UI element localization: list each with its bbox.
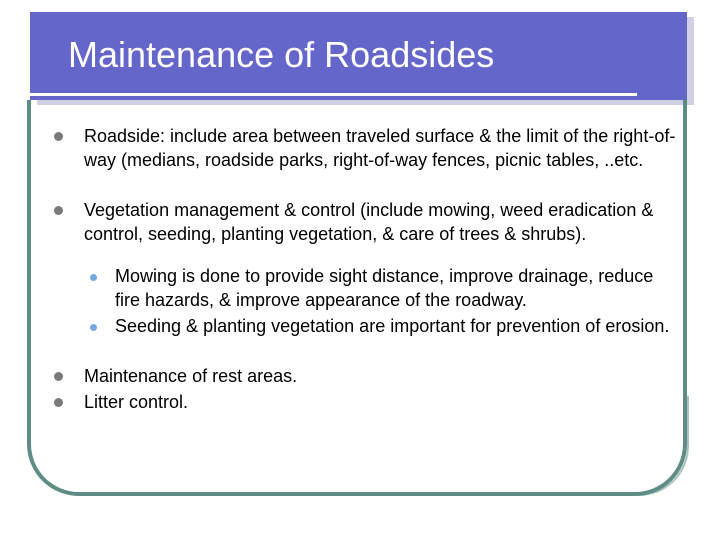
bullet-text: Roadside: include area between traveled surface & the limit of the right-of-way (medians, roadside parks, right-of-way fences, picnic tables, ..etc. (84, 126, 676, 170)
bullet-text: Litter control. (84, 392, 189, 412)
bullet-dot-icon (54, 398, 63, 407)
sub-bullet-dot-icon (90, 324, 97, 331)
sub-bullet-dot-icon (90, 274, 97, 281)
sub-bullet-item (115, 315, 675, 339)
bullet-dot-icon (54, 372, 63, 381)
bullet-item (84, 125, 684, 172)
bullet-item (84, 365, 684, 389)
title-underline (30, 93, 637, 96)
bullet-text: Vegetation management & control (include mowing, weed eradication & control, seeding, planting vegetation, & care of trees & shrubs). (84, 200, 654, 244)
sub-bullet-text: Mowing is done to provide sight distance, improve drainage, reduce fire hazards, & improve appearance of the roadway. (115, 266, 654, 310)
bullet-text: Maintenance of rest areas. (84, 366, 298, 386)
bullet-dot-icon (54, 206, 63, 215)
bullet-dot-icon (54, 132, 63, 141)
bullet-item (84, 391, 684, 415)
slide-title: Maintenance of Roadsides (68, 34, 495, 75)
sub-bullet-text: Seeding & planting vegetation are important for prevention of erosion. (115, 316, 670, 336)
sub-bullet-item (115, 265, 675, 312)
bullet-item (84, 199, 684, 246)
